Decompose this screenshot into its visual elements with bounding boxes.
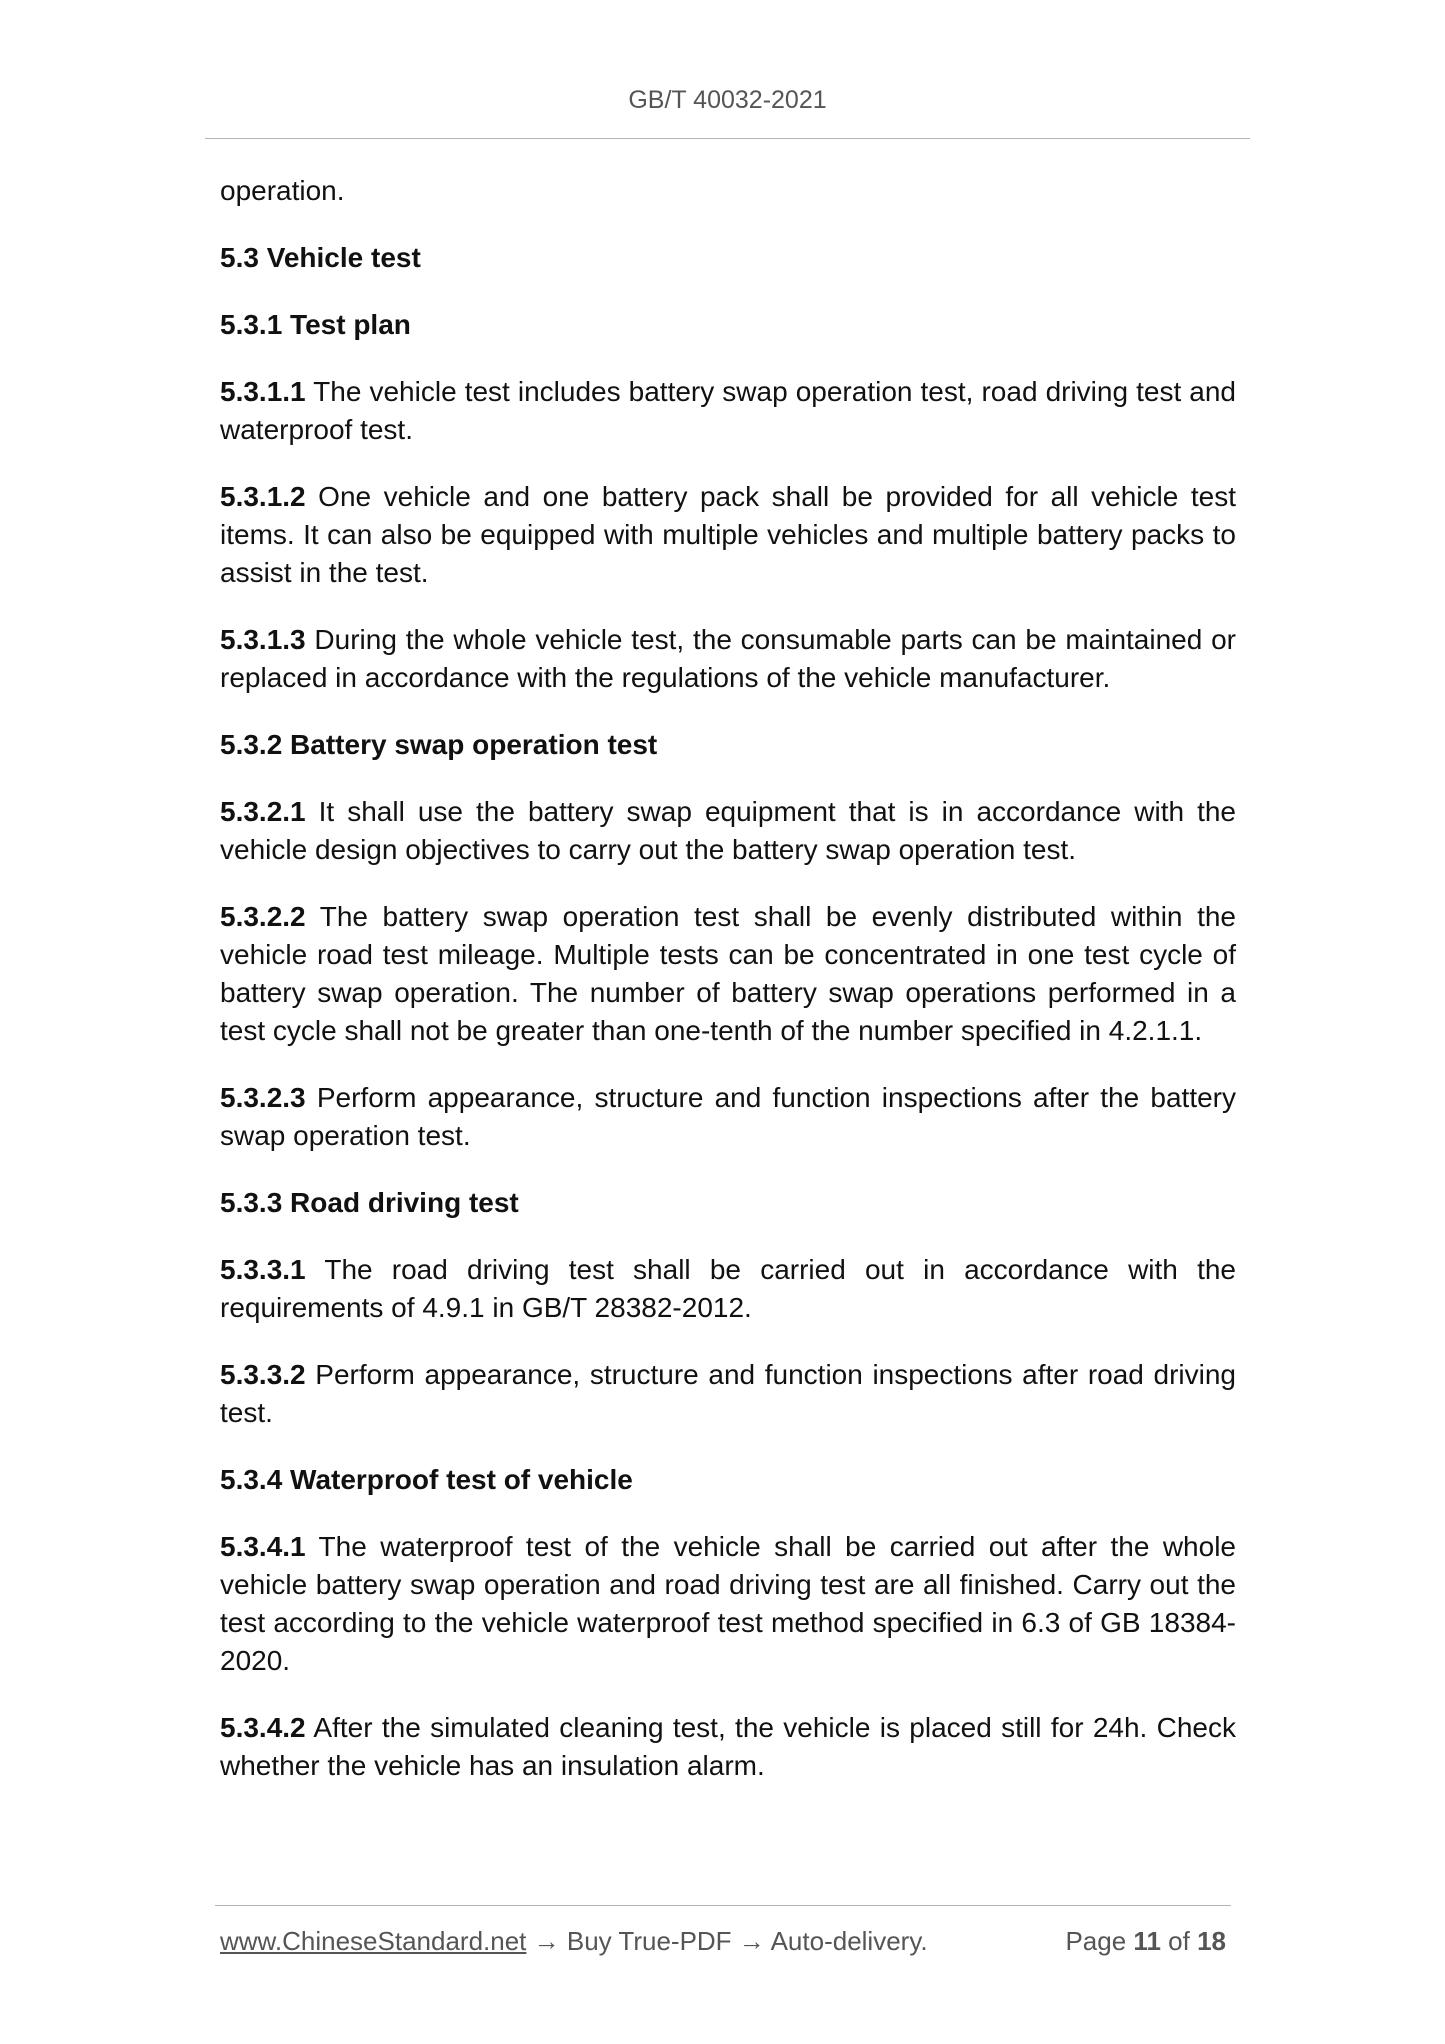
website-link[interactable]: www.ChineseStandard.net [220, 1926, 527, 1956]
section-heading-5-3-4: 5.3.4 Waterproof test of vehicle [220, 1464, 633, 1495]
clause-text: It shall use the battery swap equipment that is in accordance with the vehicle design objectives to carry out the battery swap operation test. [220, 796, 1236, 865]
clause-text: The battery swap operation test shall be evenly distributed within the vehicle road test mileage. Multiple tests can be concentrated in one test cycle of battery swap operation. The number of battery swap operations performed in a test cycle shall not be greater than one-tenth of the number specified in 4.2.1.1. [220, 901, 1236, 1046]
clause-text: Perform appearance, structure and function inspections after road driving test. [220, 1359, 1236, 1428]
clause-text: During the whole vehicle test, the consumable parts can be maintained or replaced in accordance with the regulations of the vehicle manufacturer. [220, 624, 1236, 693]
clause-5-3-4-2 [220, 1709, 1236, 1785]
section-heading-5-3-1: 5.3.1 Test plan [220, 309, 411, 340]
section-heading-5-3: 5.3 Vehicle test [220, 242, 421, 273]
clause-text: Perform appearance, structure and function inspections after the battery swap operation test. [220, 1082, 1236, 1151]
arrow-icon: → [526, 1926, 567, 1956]
auto-delivery-text: Auto-delivery. [770, 1926, 928, 1956]
clause-5-3-3-1 [220, 1251, 1236, 1327]
clause-5-3-1-2 [220, 478, 1236, 592]
page-header [205, 86, 1250, 115]
clause-number: 5.3.1.1 [220, 376, 306, 407]
clause-5-3-4-1 [220, 1528, 1236, 1680]
page-current: 11 [1133, 1926, 1161, 1956]
page-of-label: of [1168, 1926, 1190, 1956]
footer-promo [220, 1926, 928, 1957]
document-body [220, 172, 1236, 1814]
clause-5-3-1-3 [220, 621, 1236, 697]
clause-number: 5.3.4.1 [220, 1531, 306, 1562]
arrow-icon: → [731, 1926, 771, 1956]
section-heading-5-3-3: 5.3.3 Road driving test [220, 1187, 519, 1218]
clause-number: 5.3.2.1 [220, 796, 306, 827]
clause-5-3-2-1 [220, 793, 1236, 869]
clause-5-3-2-3 [220, 1079, 1236, 1155]
footer-divider [215, 1905, 1231, 1906]
clause-number: 5.3.4.2 [220, 1712, 306, 1743]
buy-pdf-text: Buy True-PDF [566, 1926, 732, 1956]
page-number [1065, 1926, 1226, 1957]
document-id: GB/T 40032-2021 [628, 86, 827, 114]
clause-number: 5.3.2.2 [220, 901, 306, 932]
page-label: Page [1065, 1926, 1127, 1956]
continuation-text: operation. [220, 175, 345, 206]
clause-text: The waterproof test of the vehicle shall be carried out after the whole vehicle battery swap operation and road driving test are all finished. Carry out the test according to the vehicle waterproof test method specified in 6.3 of GB 18384-2020. [220, 1531, 1236, 1676]
clause-5-3-1-1 [220, 373, 1236, 449]
clause-text: One vehicle and one battery pack shall be provided for all vehicle test items. It can also be equipped with multiple vehicles and multiple battery packs to assist in the test. [220, 481, 1236, 588]
section-heading-5-3-2: 5.3.2 Battery swap operation test [220, 729, 658, 760]
clause-5-3-2-2 [220, 898, 1236, 1050]
clause-number: 5.3.2.3 [220, 1082, 306, 1113]
clause-text: The vehicle test includes battery swap operation test, road driving test and waterproof test. [220, 376, 1236, 445]
clause-number: 5.3.1.3 [220, 624, 306, 655]
clause-text: After the simulated cleaning test, the vehicle is placed still for 24h. Check whether the vehicle has an insulation alarm. [220, 1712, 1236, 1781]
clause-text: The road driving test shall be carried out in accordance with the requirements of 4.9.1 in GB/T 28382-2012. [220, 1254, 1236, 1323]
clause-number: 5.3.3.1 [220, 1254, 306, 1285]
clause-number: 5.3.1.2 [220, 481, 306, 512]
header-divider [205, 138, 1250, 139]
page-total: 18 [1197, 1926, 1226, 1956]
clause-number: 5.3.3.2 [220, 1359, 306, 1390]
clause-5-3-3-2 [220, 1356, 1236, 1432]
